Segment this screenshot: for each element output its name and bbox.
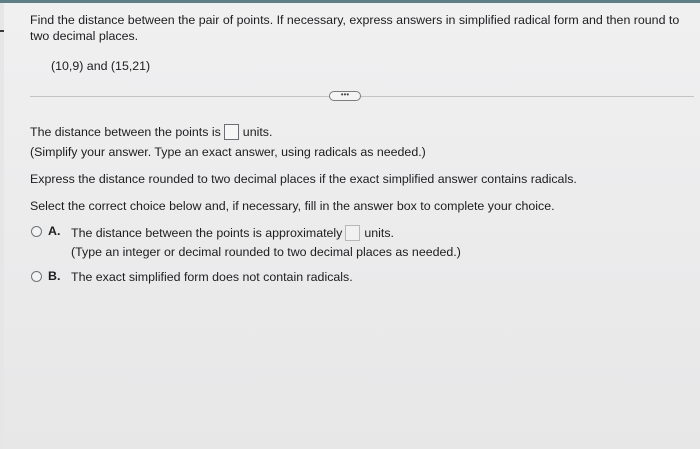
section-divider [30,96,694,97]
select-choice-prompt: Select the correct choice below and, if necessary, fill in the answer box to complete your choice. [30,199,555,213]
part1-line [30,124,272,141]
choice-a-hint: (Type an integer or decimal rounded to two decimal places as needed.) [71,245,461,259]
approx-distance-input[interactable] [345,225,360,241]
part1-hint: (Simplify your answer. Type an exact answer, using radicals as needed.) [30,145,426,159]
part1-text-after: units. [242,125,273,139]
choice-a-radio[interactable] [31,226,42,237]
point-pair: (10,9) and (15,21) [51,59,151,73]
choice-a-text-before: The distance between the points is approximately [71,226,343,240]
rounding-instruction: Express the distance rounded to two decimal places if the exact simplified answer contains radicals. [30,172,577,186]
choice-a-letter: A. [48,224,61,238]
part1-text-before: The distance between the points is [30,125,221,139]
choice-b-text: The exact simplified form does not contain radicals. [71,270,353,284]
choice-b-letter: B. [48,269,61,283]
choice-a-line [71,225,394,242]
exact-distance-input[interactable] [224,124,239,140]
choice-a-text-after: units. [364,226,394,240]
question-prompt: Find the distance between the pair of points. If necessary, express answers in simplified radical form and then round to two decimal places. [30,13,680,43]
choice-b-radio[interactable] [31,271,42,282]
question-panel [4,3,700,449]
expand-more-button[interactable]: ••• [329,91,361,101]
